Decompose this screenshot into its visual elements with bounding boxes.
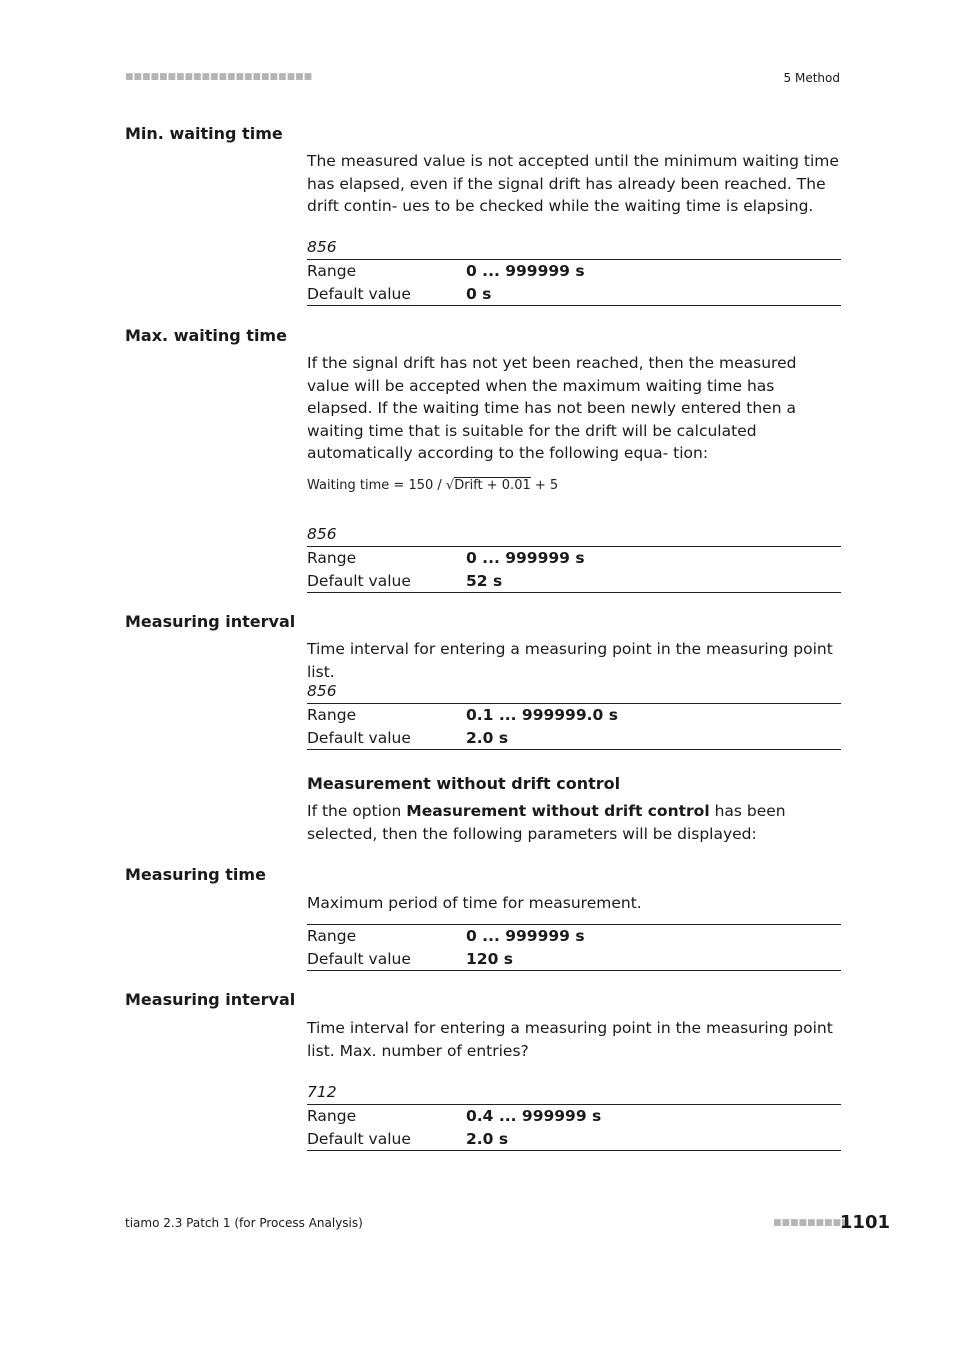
section-heading-measuring-time: Measuring time: [125, 865, 266, 884]
text-after: has been selected, then the following parameters will be displayed:: [307, 802, 786, 843]
page-number: 1101: [839, 1212, 890, 1233]
max-waiting-time-params: [307, 523, 841, 593]
measuring-time-description: Maximum period of time for measurement.: [307, 894, 642, 912]
param-id: 856: [307, 680, 841, 704]
default-row: [307, 283, 841, 307]
formula-radicand: Drift + 0.01: [454, 478, 531, 493]
subsection-heading-no-drift-control: Measurement without drift control: [307, 774, 621, 793]
measuring-time-params: [307, 924, 841, 971]
default-row: [307, 1128, 841, 1152]
range-row: [307, 547, 841, 570]
default-row: [307, 727, 841, 751]
default-label: Default value: [307, 284, 411, 303]
default-label: Default value: [307, 949, 411, 968]
formula-right: + 5: [530, 478, 559, 493]
range-row: [307, 924, 841, 948]
range-label: Range: [307, 927, 357, 945]
min-waiting-time-params: [307, 236, 841, 306]
max-waiting-time-description: If the signal drift has not yet been reached, then the measured value will be accepted when the maximum waiting time has elapsed. If the waiting time has not been newly entered then a waiting time that is suitable for the drift will be calculated automatically according to the following equa- tion:: [307, 354, 797, 462]
default-value: 120 s: [466, 949, 513, 968]
range-label: Range: [307, 1107, 357, 1125]
default-value: 2.0 s: [466, 1129, 509, 1148]
range-row: [307, 704, 841, 727]
measuring-interval-2-description: Time interval for entering a measuring point in the measuring point list. Max. number of entries?: [307, 1019, 833, 1060]
range-value: 0 ... 999999 s: [466, 927, 585, 945]
waiting-time-formula: [307, 478, 558, 493]
default-label: Default value: [307, 571, 411, 590]
section-heading-min-waiting-time: Min. waiting time: [125, 124, 283, 143]
range-row: [307, 260, 841, 283]
param-id: 856: [307, 236, 841, 260]
sqrt-symbol: √: [445, 478, 455, 493]
no-drift-control-description: [307, 800, 841, 845]
text-before: If the option: [307, 802, 407, 820]
range-value: 0.1 ... 999999.0 s: [466, 706, 618, 724]
param-id: 856: [307, 523, 841, 547]
section-heading-measuring-interval-2: Measuring interval: [125, 990, 296, 1009]
default-label: Default value: [307, 1129, 411, 1148]
measuring-interval-params: [307, 680, 841, 750]
default-value: 52 s: [466, 571, 503, 590]
measuring-interval-description: Time interval for entering a measuring point in the measuring point list.: [307, 640, 833, 681]
range-row: [307, 1105, 841, 1128]
footer-decoration: ■■■■■■■■■: [773, 1218, 850, 1228]
default-label: Default value: [307, 728, 411, 747]
default-value: 0 s: [466, 284, 492, 303]
param-id: 712: [307, 1081, 841, 1105]
option-name: Measurement without drift control: [406, 802, 710, 820]
range-value: 0.4 ... 999999 s: [466, 1107, 602, 1125]
formula-left: Waiting time = 150 /: [307, 478, 446, 493]
range-label: Range: [307, 262, 357, 280]
range-value: 0 ... 999999 s: [466, 549, 585, 567]
default-value: 2.0 s: [466, 728, 509, 747]
footer-product-name: tiamo 2.3 Patch 1 (for Process Analysis): [125, 1216, 363, 1230]
default-row: [307, 948, 841, 972]
chapter-title: 5 Method: [783, 71, 840, 85]
range-label: Range: [307, 549, 357, 567]
measuring-interval-2-params: [307, 1081, 841, 1151]
header-decoration: ■■■■■■■■■■■■■■■■■■■■■■: [125, 72, 313, 82]
section-heading-measuring-interval: Measuring interval: [125, 612, 296, 631]
range-label: Range: [307, 706, 357, 724]
section-heading-max-waiting-time: Max. waiting time: [125, 326, 287, 345]
default-row: [307, 570, 841, 594]
range-value: 0 ... 999999 s: [466, 262, 585, 280]
min-waiting-time-description: The measured value is not accepted until the minimum waiting time has elapsed, even if the signal drift has already been reached. The drift contin- ues to be checked while the waiting time is elapsing.: [307, 152, 839, 215]
